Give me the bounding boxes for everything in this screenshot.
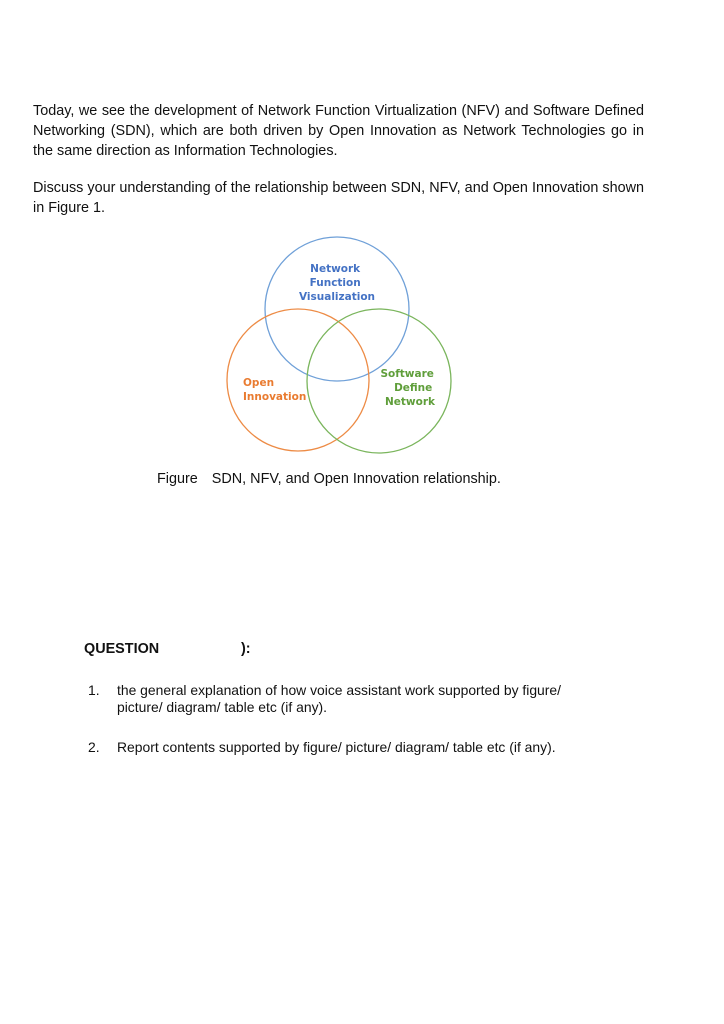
nfv-label-line-3: Visualization <box>298 291 376 303</box>
open-innovation-label <box>243 377 306 403</box>
figure-caption-text: SDN, NFV, and Open Innovation relationship. <box>211 471 501 487</box>
nfv-label-line-2: Function <box>309 277 361 289</box>
open-innovation-label-line-1: Open <box>243 377 275 389</box>
sdn-label-line-3: Network <box>384 396 436 408</box>
figure-caption-prefix: Figure <box>157 471 198 487</box>
question-title: QUESTION <box>84 641 160 657</box>
figure-caption <box>157 471 501 487</box>
discussion-prompt: Discuss your understanding of the relationship between SDN, NFV, and Open Innovation shown in Figure 1. <box>33 180 644 216</box>
nfv-label <box>299 263 375 303</box>
nfv-label-line-1: Network <box>310 263 361 275</box>
question-item-text: Report contents supported by figure/ picture/ diagram/ table etc (if any). <box>117 739 556 755</box>
sdn-label-line-2: Define <box>394 382 433 394</box>
sdn-label-line-1: Software <box>380 368 434 380</box>
open-innovation-label-line-2: Innovation <box>243 391 307 403</box>
question-item-number: 2. <box>88 739 100 755</box>
question-item-number: 1. <box>88 682 100 698</box>
sdn-label <box>380 368 437 408</box>
venn-diagram <box>220 236 460 456</box>
question-item-text: the general explanation of how voice assistant work supported by figure/ picture/ diagram/ table etc (if any). <box>117 682 561 715</box>
question-title-suffix: ): <box>241 641 251 657</box>
intro-paragraph: Today, we see the development of Network Function Virtualization (NFV) and Software Defined Networking (SDN), which are both driven by Open Innovation as Network Technologies go in the same direction as Information Technologies. <box>33 103 644 159</box>
